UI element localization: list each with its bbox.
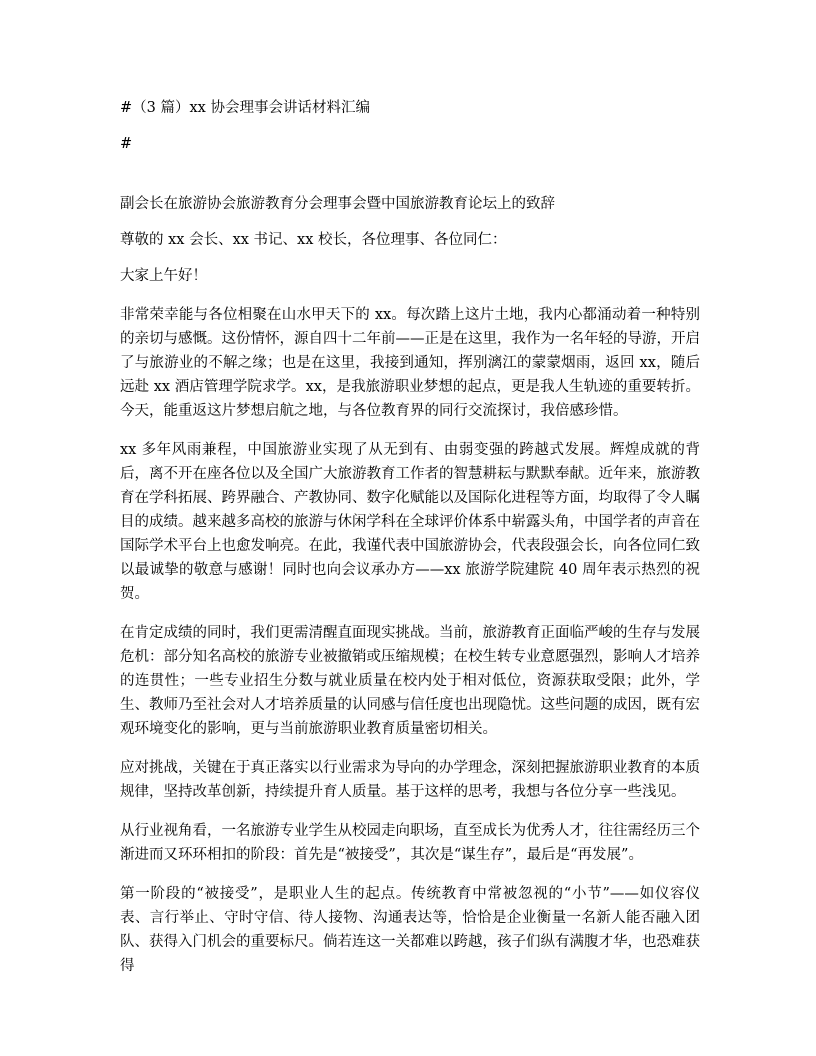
section-marker: #	[120, 136, 133, 152]
body-paragraph: 应对挑战，关键在于真正落实以行业需求为导向的办学理念，深刻把握旅游职业教育的本质规律，坚持改革创新，持续提升育人质量。基于这样的思考，我想与各位分享一些浅见。	[120, 760, 700, 800]
document-heading: #（3 篇）xx 协会理事会讲话材料汇编	[120, 100, 370, 116]
body-paragraph: 在肯定成绩的同时，我们更需清醒直面现实挑战。当前，旅游教育正面临严峻的生存与发展危机：部分知名高校的旅游专业被撤销或压缩规模；在校生转专业意愿强烈，影响人才培养的连贯性；一些专业招生分数与就业质量在校内处于相对低位，资源获取受限；此外，学生、教师乃至社会对人才培养质量的认同感与信任度也出现隐忧。这些问题的成因，既有宏观环境变化的影响，更与当前旅游职业教育质量密切相关。	[120, 625, 700, 737]
greeting: 大家上午好！	[120, 268, 207, 284]
body-paragraph: 第一阶段的“被接受”，是职业人生的起点。传统教育中常被忽视的“小节”——如仪容仪表、言行举止、守时守信、待人接物、沟通表达等，恰恰是企业衡量一名新人能否融入团队、获得入门机会的重要标尺。倘若连这一关都难以跨越，孩子们纵有满腹才华，也恐难获得	[120, 886, 700, 974]
body-paragraph: xx 多年风雨兼程，中国旅游业实现了从无到有、由弱变强的跨越式发展。辉煌成就的背后，离不开在座各位以及全国广大旅游教育工作者的智慧耕耘与默默奉献。近年来，旅游教育在学科拓展、跨界融合、产教协同、数字化赋能以及国际化进程等方面，均取得了令人瞩目的成绩。越来越多高校的旅游与休闲学科在全球评价体系中崭露头角，中国学者的声音在国际学术平台上也愈发响亮。在此，我谨代表中国旅游协会，代表段强会长，向各位同仁致以最诚挚的敬意与感谢！同时也向会议承办方——xx 旅游学院建院 40 周年表示热烈的祝贺。	[120, 442, 700, 602]
body-paragraph: 非常荣幸能与各位相聚在山水甲天下的 xx。每次踏上这片土地，我内心都涌动着一种特别的亲切与感慨。这份情怀，源自四十二年前——正是在这里，我作为一名年轻的导游，开启了与旅游业的不解之缘；也是在这里，我接到通知，挥别漓江的蒙蒙烟雨，返回 xx，随后远赴 xx 酒店管理学院求学。xx，是我旅游职业梦想的起点，更是我人生轨迹的重要转折。今天，能重返这片梦想启航之地，与各位教育界的同行交流探讨，我倍感珍惜。	[120, 307, 700, 419]
speech-title: 副会长在旅游协会旅游教育分会理事会暨中国旅游教育论坛上的致辞	[120, 196, 555, 212]
document-page	[120, 96, 700, 978]
salutation: 尊敬的 xx 会长、xx 书记、xx 校长，各位理事、各位同仁：	[120, 232, 507, 248]
body-paragraph: 从行业视角看，一名旅游专业学生从校园走向职场，直至成长为优秀人才，往往需经历三个渐进而又环环相扣的阶段：首先是“被接受”，其次是“谋生存”，最后是“再发展”。	[120, 823, 700, 863]
